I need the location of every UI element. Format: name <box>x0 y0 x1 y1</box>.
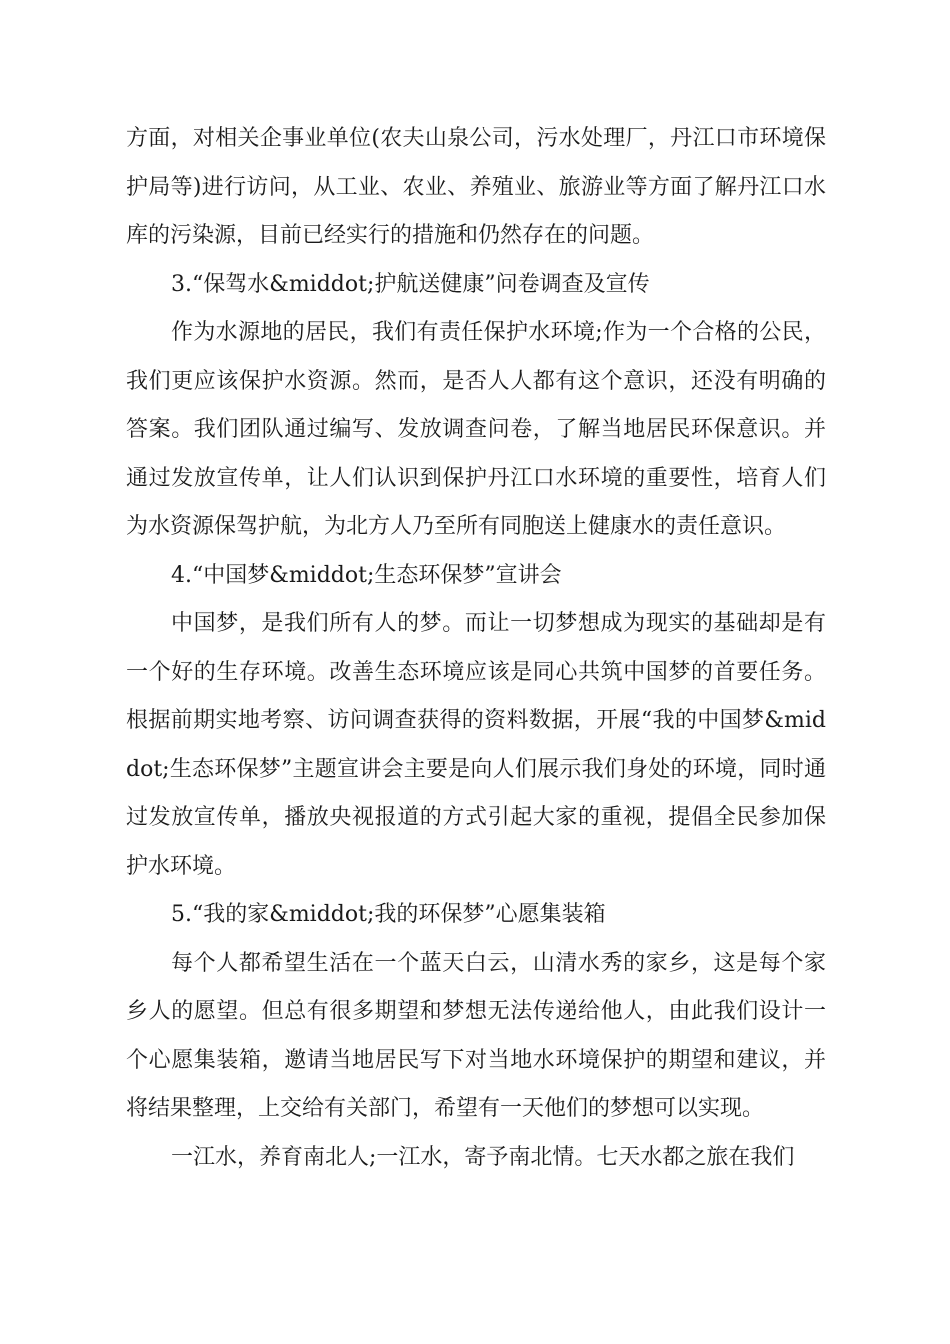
paragraph-3: 中国梦，是我们所有人的梦。而让一切梦想成为现实的基础却是有一个好的生存环境。改善生态环境应该是同心共筑中国梦的首要任务。根据前期实地考察、访问调查获得的资料数据，开展“我的中国梦&middot;生态环保梦”主题宣讲会主要是向人们展示我们身处的环境，同时通过发放宣传单，播放央视报道的方式引起大家的重视，提倡全民参加保护水环境。 <box>126 611 826 879</box>
paragraph-1: 方面，对相关企事业单位(农夫山泉公司，污水处理厂，丹江口市环境保护局等)进行访问，从工业、农业、养殖业、旅游业等方面了解丹江口水库的污染源，目前已经实行的措施和仍然存在的问题。 <box>126 126 826 248</box>
paragraph-5: 一江水，养育南北人;一江水，寄予南北情。七天水都之旅在我们 <box>171 1144 795 1170</box>
section-heading-3: 3.“保驾水&middot;护航送健康”问卷调查及宣传 <box>171 271 650 297</box>
document-page <box>126 115 826 1182</box>
section-heading-4: 4.“中国梦&middot;生态环保梦”宣讲会 <box>171 562 562 588</box>
paragraph-4: 每个人都希望生活在一个蓝天白云，山清水秀的家乡，这是每个家乡人的愿望。但总有很多期望和梦想无法传递给他人，由此我们设计一个心愿集装箱，邀请当地居民写下对当地水环境保护的期望和建议，并将结果整理，上交给有关部门，希望有一天他们的梦想可以实现。 <box>126 950 826 1121</box>
section-heading-5: 5.“我的家&middot;我的环保梦”心愿集装箱 <box>171 902 606 927</box>
paragraph-2: 作为水源地的居民，我们有责任保护水环境;作为一个合格的公民，我们更应该保护水资源。然而，是否人人都有这个意识，还没有明确的答案。我们团队通过编写、发放调查问卷，了解当地居民环保意识。并通过发放宣传单，让人们认识到保护丹江口水环境的重要性，培育人们为水资源保驾护航，为北方人乃至所有同胞送上健康水的责任意识。 <box>126 320 826 539</box>
